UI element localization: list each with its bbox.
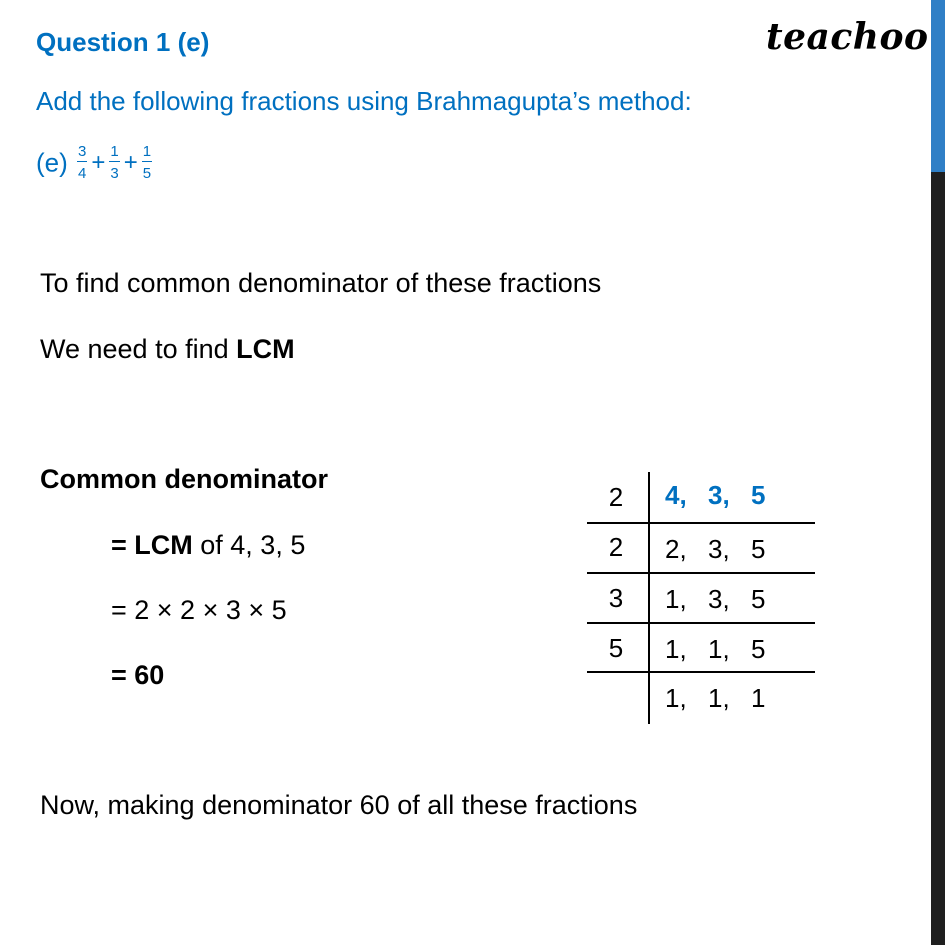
table-row-divider	[587, 622, 815, 624]
table-row-divider	[587, 572, 815, 574]
fraction-3-numerator: 1	[142, 143, 152, 160]
fraction-bar	[142, 161, 152, 162]
fraction-3-denominator: 5	[142, 165, 152, 182]
row-5-value-1: 1,	[665, 683, 687, 713]
explanation-line-1: To find common denominator of these fractions	[40, 268, 602, 298]
table-row-3	[665, 584, 794, 615]
fraction-bar	[77, 161, 87, 162]
plus-sign: +	[123, 148, 138, 176]
calc-step-1	[111, 530, 305, 561]
row-3-value-3: 5	[751, 584, 766, 614]
scrollbar-thumb[interactable]	[931, 0, 945, 172]
fraction-3	[142, 144, 152, 181]
calc-step-1-bold: = LCM	[111, 530, 193, 560]
row-3-value-1: 1,	[665, 584, 687, 614]
calc-step-3: = 60	[111, 660, 165, 690]
row-1-value-1: 4,	[665, 480, 687, 510]
expression-prefix: (e)	[36, 147, 68, 178]
table-vertical-divider	[648, 472, 650, 724]
row-3-value-2: 3,	[708, 584, 730, 614]
fraction-2	[109, 144, 119, 181]
common-denominator-title: Common denominator	[40, 464, 328, 494]
divisor-2: 2	[608, 532, 624, 562]
row-4-value-3: 5	[751, 634, 766, 664]
row-4-value-1: 1,	[665, 634, 687, 664]
plus-sign: +	[91, 148, 106, 176]
fraction-2-denominator: 3	[110, 165, 119, 182]
explanation-line-2-text: We need to find	[40, 334, 237, 364]
explanation-line-2-bold: LCM	[236, 334, 295, 364]
question-title: Question 1 (e)	[36, 27, 210, 57]
table-row-divider	[587, 522, 815, 524]
fraction-1-numerator: 3	[78, 143, 87, 160]
lcm-division-table	[587, 472, 815, 724]
divisor-4: 5	[608, 633, 624, 663]
row-2-value-3: 5	[751, 534, 766, 564]
calc-step-2: = 2 × 2 × 3 × 5	[111, 595, 287, 625]
table-row-divider	[587, 671, 815, 673]
footer-text: Now, making denominator 60 of all these fractions	[40, 790, 638, 820]
divisor-3: 3	[608, 583, 624, 613]
table-row-4	[665, 634, 794, 665]
row-2-value-1: 2,	[665, 534, 687, 564]
table-row-1	[665, 480, 794, 511]
row-5-value-2: 1,	[708, 683, 730, 713]
table-row-2	[665, 534, 794, 565]
row-5-value-3: 1	[751, 683, 766, 713]
teachoo-logo: teachoo	[766, 16, 929, 58]
table-row-5	[665, 683, 794, 714]
explanation-line-2	[40, 334, 295, 365]
fraction-1	[77, 144, 87, 181]
row-2-value-2: 3,	[708, 534, 730, 564]
calc-step-1-rest: of 4, 3, 5	[192, 530, 306, 560]
fraction-2-numerator: 1	[110, 143, 119, 160]
divisor-1: 2	[608, 482, 624, 512]
row-1-value-2: 3,	[708, 480, 730, 510]
fraction-1-denominator: 4	[78, 165, 87, 182]
fraction-expression	[36, 143, 154, 183]
row-1-value-3: 5	[751, 480, 766, 510]
fraction-bar	[109, 161, 119, 162]
row-4-value-2: 1,	[708, 634, 730, 664]
question-text: Add the following fractions using Brahmagupta’s method:	[36, 86, 692, 116]
